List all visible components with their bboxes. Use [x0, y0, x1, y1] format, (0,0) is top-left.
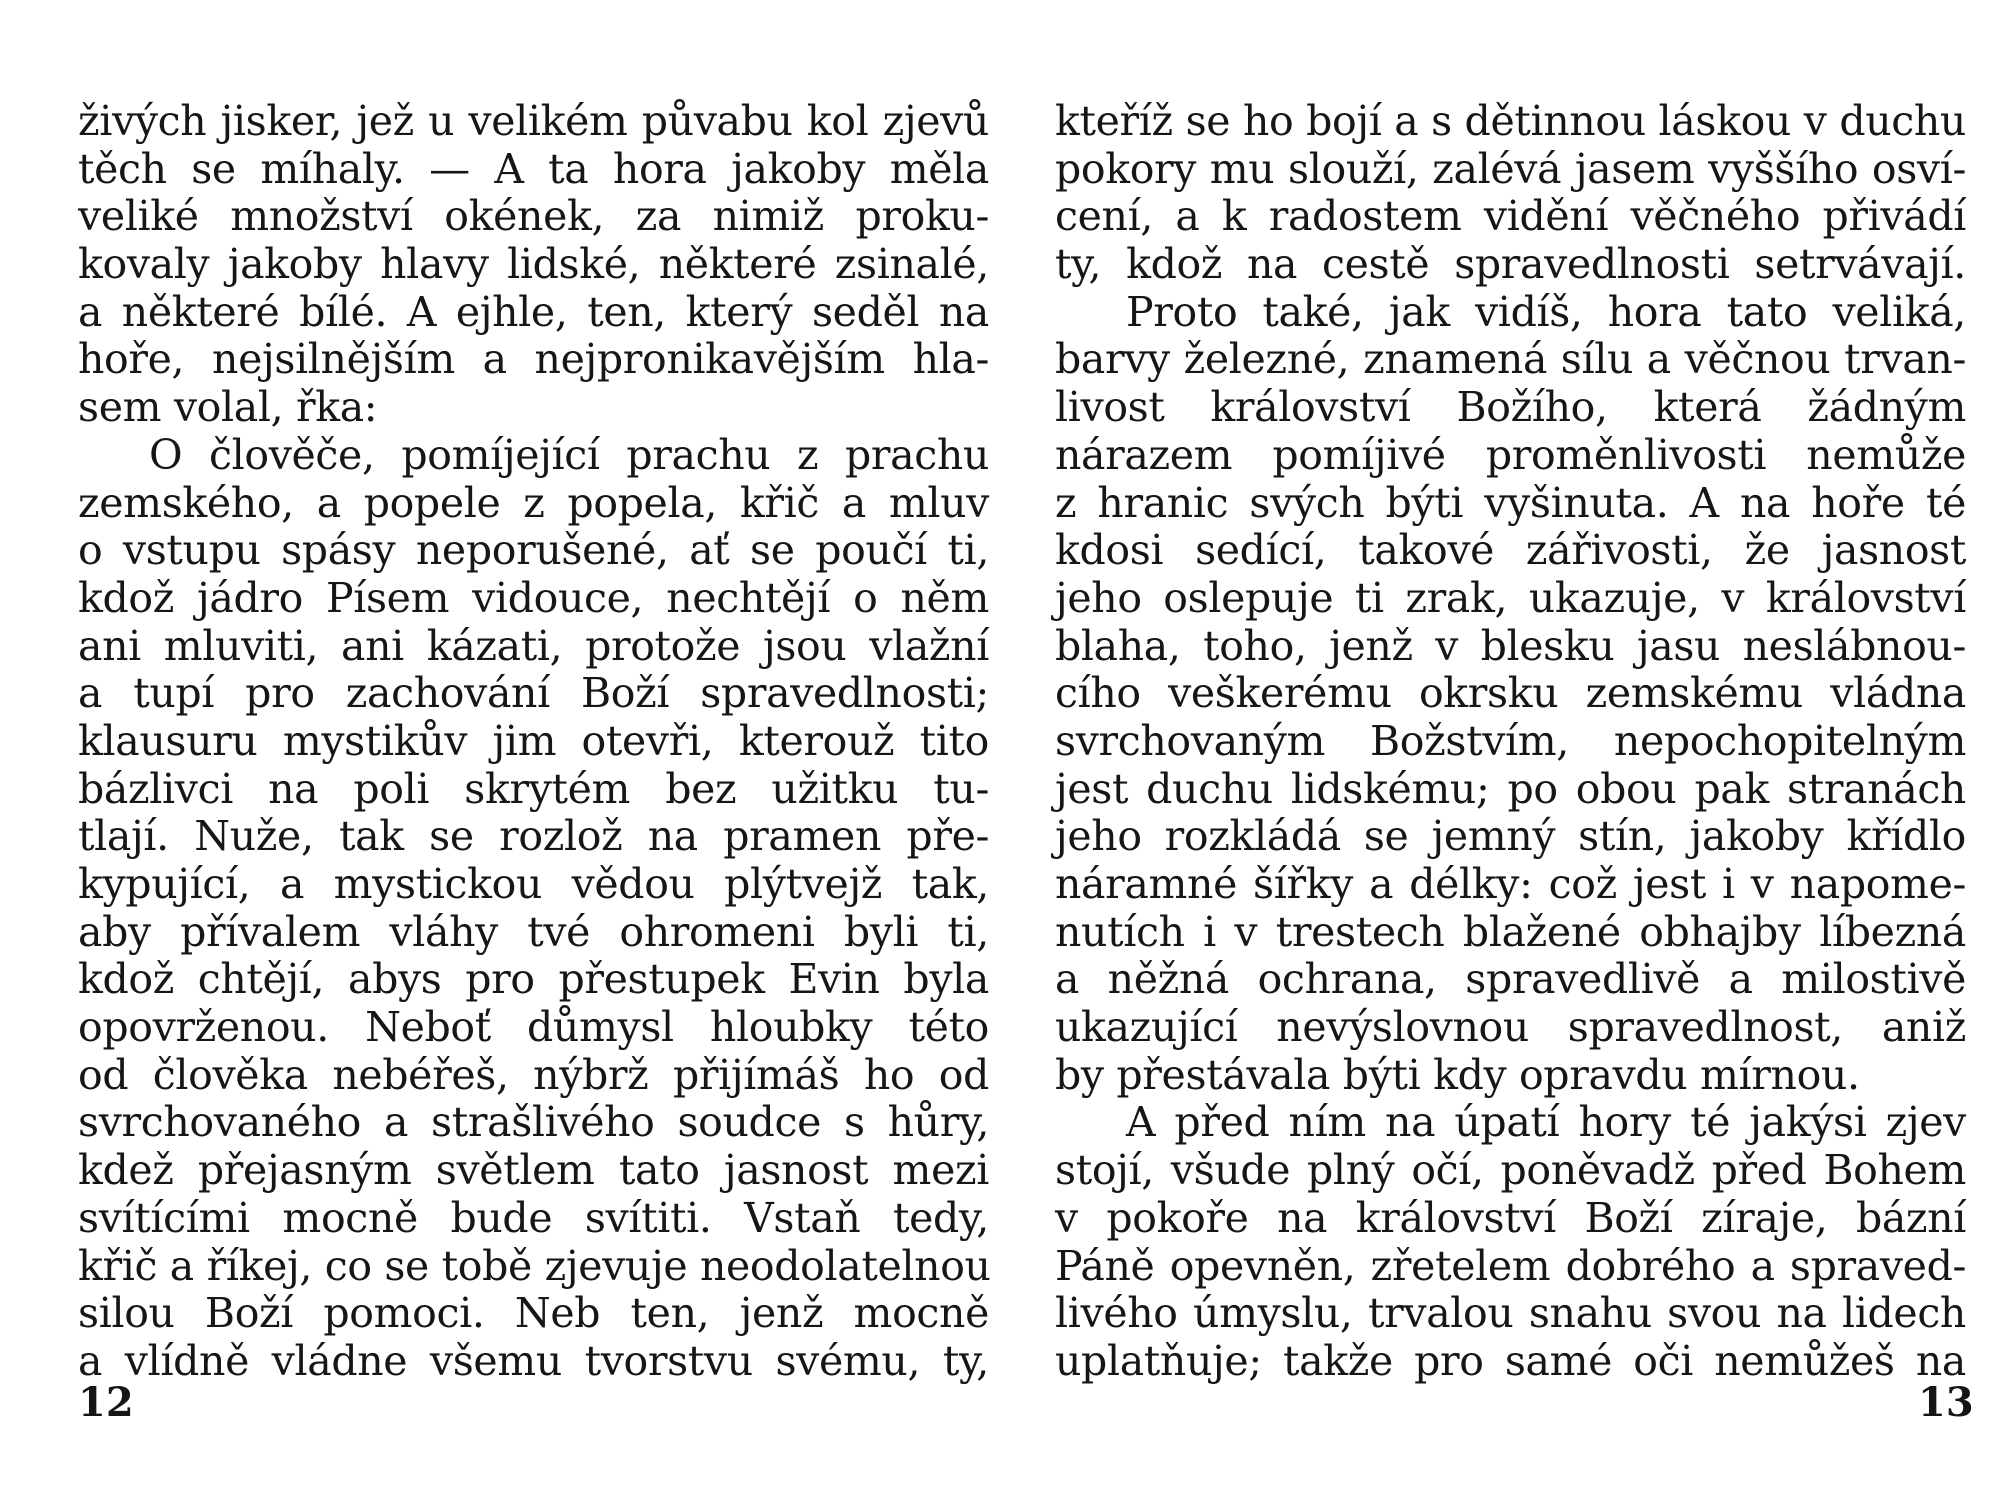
- text-line: blaha, toho, jenž v blesku jasu neslábnou-: [1055, 621, 1966, 670]
- text-line: od člověka nebéřeš, nýbrž přijímáš ho od: [78, 1050, 989, 1099]
- text-line: cího veškerému okrsku zemskému vládna: [1055, 669, 1966, 718]
- text-line: aby přívalem vláhy tvé ohromeni byli ti,: [78, 907, 989, 956]
- text-line: by přestávala býti kdy opravdu mírnou.: [1055, 1050, 1860, 1099]
- text-line: a některé bílé. A ejhle, ten, který seděl na: [78, 287, 989, 336]
- text-line: cení, a k radostem vidění věčného přivádí: [1055, 192, 1966, 241]
- text-line: kdosi sedící, takové zářivosti, že jasnost: [1055, 526, 1966, 575]
- text-line: silou Boží pomoci. Neb ten, jenž mocně: [78, 1289, 989, 1338]
- text-line: A před ním na úpatí hory té jakýsi zjev: [1126, 1098, 1966, 1147]
- text-line: barvy železné, znamená sílu a věčnou trvan-: [1055, 335, 1966, 384]
- text-line: živých jisker, jež u velikém půvabu kol zjevů: [78, 97, 989, 145]
- text-line: a tupí pro zachování Boží spravedlnosti;: [78, 669, 989, 718]
- text-line: stojí, všude plný očí, poněvadž před Bohem: [1055, 1146, 1966, 1195]
- page-number-right: 13: [1918, 1379, 1974, 1426]
- page-number-left: 12: [78, 1379, 134, 1426]
- text-line: jest duchu lidskému; po obou pak stranách: [1055, 764, 1966, 813]
- text-line: v pokoře na království Boží zíraje, bázní: [1055, 1193, 1966, 1242]
- text-line: nárazem pomíjivé proměnlivosti nemůže: [1055, 430, 1966, 479]
- text-line: jeho rozkládá se jemný stín, jakoby křídlo: [1055, 812, 1966, 861]
- text-line: jeho oslepuje ti zrak, ukazuje, v království: [1055, 573, 1966, 622]
- text-line: křič a říkej, co se tobě zjevuje neodolatelnou: [78, 1241, 991, 1290]
- text-line: livost království Božího, která žádným: [1055, 383, 1966, 432]
- text-line: zemského, a popele z popela, křič a mluv: [78, 478, 989, 527]
- text-line: svítícími mocně bude svítiti. Vstaň tedy,: [78, 1193, 989, 1242]
- text-line: těch se míhaly. — A ta hora jakoby měla: [78, 144, 989, 193]
- text-line: O člověče, pomíjející prachu z prachu: [149, 430, 989, 479]
- text-line: kdož jádro Písem vidouce, nechtějí o něm: [78, 573, 989, 622]
- text-line: veliké množství okének, za nimiž proku-: [78, 192, 989, 241]
- text-line: tlají. Nuže, tak se rozlož na pramen pře-: [78, 812, 989, 861]
- text-line: ukazující nevýslovnou spravedlnost, aniž: [1055, 1003, 1966, 1052]
- text-line: hoře, nejsilnějším a nejpronikavějším hla-: [78, 335, 989, 384]
- text-line: Páně opevněn, zřetelem dobrého a spraved-: [1055, 1241, 1966, 1290]
- text-line: svrchovaným Božstvím, nepochopitelným: [1055, 716, 1966, 765]
- left-page-text: [78, 98, 989, 1386]
- text-line: kdež přejasným světlem tato jasnost mezi: [78, 1146, 989, 1195]
- text-line: pokory mu slouží, zalévá jasem vyššího osví-: [1055, 144, 1966, 193]
- text-line: sem volal, řka:: [78, 383, 378, 432]
- text-line: z hranic svých býti vyšinuta. A na hoře té: [1055, 478, 1966, 527]
- text-line: kypující, a mystickou vědou plýtvejž tak,: [78, 860, 989, 908]
- text-line: ty, kdož na cestě spravedlnosti setrvávají.: [1055, 240, 1966, 289]
- text-line: kdož chtějí, abys pro přestupek Evin byla: [78, 955, 989, 1004]
- text-line: ani mluviti, ani kázati, protože jsou vlažní: [78, 621, 989, 670]
- text-line: bázlivci na poli skrytém bez užitku tu-: [78, 764, 989, 813]
- text-line: livého úmyslu, trvalou snahu svou na lidech: [1055, 1289, 1966, 1338]
- text-line: svrchovaného a strašlivého soudce s hůry,: [78, 1098, 989, 1147]
- text-line: náramné šířky a délky: což jest i v napome-: [1055, 860, 1966, 908]
- text-line: a něžná ochrana, spravedlivě a milostivě: [1055, 955, 1966, 1004]
- text-line: kovaly jakoby hlavy lidské, některé zsinalé,: [78, 240, 989, 289]
- text-line: uplatňuje; takže pro samé oči nemůžeš na: [1055, 1336, 1966, 1385]
- text-line: klausuru mystikův jim otevři, kterouž tito: [78, 716, 989, 765]
- text-line: nutích i v trestech blažené obhajby líbezná: [1055, 907, 1966, 956]
- text-line: Proto také, jak vidíš, hora tato veliká,: [1126, 287, 1966, 336]
- right-page-text: [1055, 98, 1966, 1386]
- text-line: a vlídně vládne všemu tvorstvu svému, ty,: [78, 1336, 989, 1385]
- text-line: opovrženou. Neboť důmysl hloubky této: [78, 1003, 989, 1052]
- text-line: o vstupu spásy neporušené, ať se poučí ti,: [78, 526, 989, 575]
- text-line: kteříž se ho bojí a s dětinnou láskou v duchu: [1055, 97, 1966, 145]
